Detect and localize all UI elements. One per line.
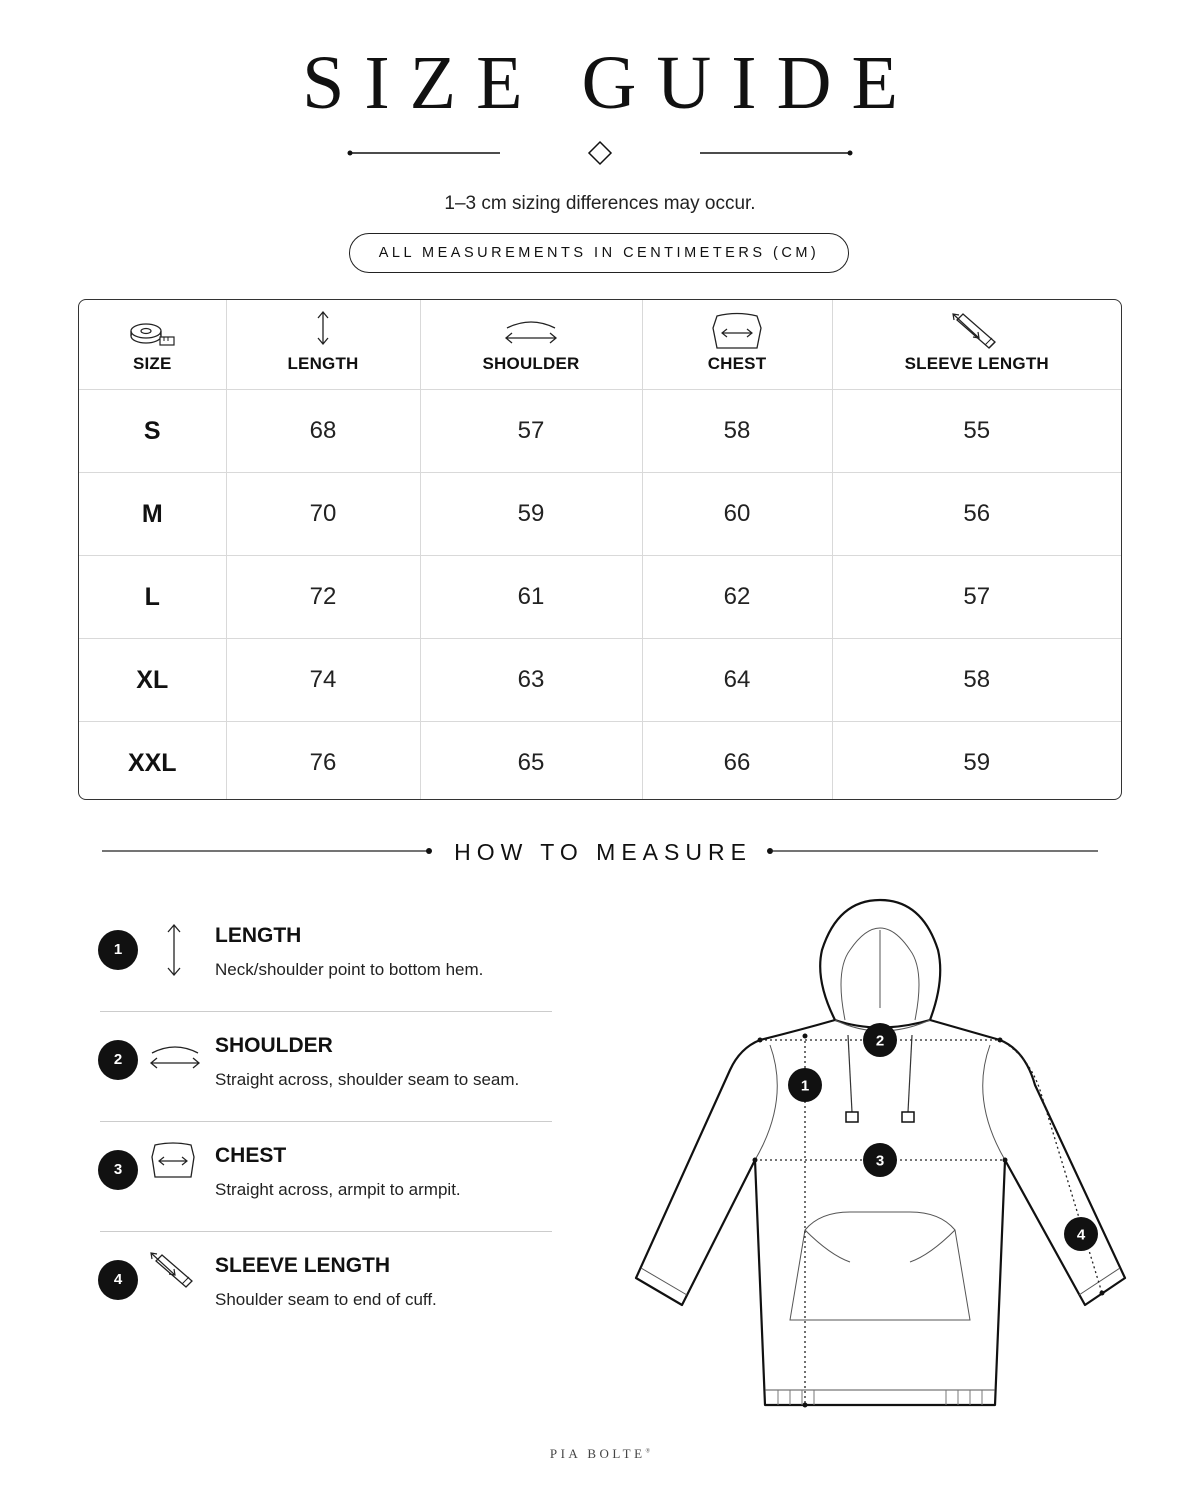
- section-divider-right: [764, 845, 1100, 857]
- step-divider: [100, 1231, 552, 1232]
- cell-size: XL: [79, 639, 226, 722]
- diagram-marker-chest: [863, 1143, 897, 1177]
- step-name: CHEST: [215, 1144, 287, 1167]
- cell-length: 70: [226, 473, 420, 556]
- cell-length: 68: [226, 390, 420, 473]
- cell-length: 72: [226, 556, 420, 639]
- step-description: Straight across, shoulder seam to seam.: [215, 1070, 520, 1089]
- units-badge: ALL MEASUREMENTS IN CENTIMETERS (CM): [349, 233, 849, 273]
- cell-chest: 60: [642, 473, 832, 556]
- page-title: SIZE GUIDE: [302, 41, 918, 125]
- header-shoulder: SHOULDER: [420, 300, 642, 390]
- sizing-disclaimer: 1–3 cm sizing differences may occur.: [444, 193, 756, 214]
- sleeve-arrow-icon: [949, 308, 1005, 352]
- table-row: [79, 639, 1121, 722]
- cell-size: XXL: [79, 722, 226, 801]
- diagram-marker-shoulder: [863, 1023, 897, 1057]
- brand-name: PIA BOLTE: [549, 1446, 646, 1461]
- diagram-marker-length: [788, 1068, 822, 1102]
- cell-length: 76: [226, 722, 420, 801]
- cell-chest: 64: [642, 639, 832, 722]
- measuring-tape-icon: [122, 308, 182, 354]
- brand-logo: [0, 1446, 1200, 1462]
- diagram-marker-sleeve: [1064, 1217, 1098, 1251]
- cell-sleeve: 59: [832, 722, 1121, 801]
- table-row: [79, 722, 1121, 801]
- measure-step-length: [98, 915, 552, 1025]
- cell-shoulder: 59: [420, 473, 642, 556]
- table-row: [79, 390, 1121, 473]
- measure-step-sleeve-length: [98, 1245, 552, 1355]
- header-chest: CHEST: [642, 300, 832, 390]
- vertical-arrow-icon: [148, 921, 200, 979]
- chest-arrow-icon: [148, 1139, 198, 1183]
- sleeve-arrow-icon: [148, 1247, 198, 1293]
- header-size: SIZE: [79, 300, 226, 390]
- header-length: LENGTH: [226, 300, 420, 390]
- cell-shoulder: 57: [420, 390, 642, 473]
- title-ornament-divider: [340, 138, 860, 168]
- cell-chest: 58: [642, 390, 832, 473]
- step-number-badge: 2: [98, 1040, 138, 1080]
- step-number-badge: 3: [98, 1150, 138, 1190]
- cell-chest: 62: [642, 556, 832, 639]
- measure-step-shoulder: [98, 1025, 552, 1135]
- cell-size: S: [79, 390, 226, 473]
- step-divider: [100, 1011, 552, 1012]
- step-description: Neck/shoulder point to bottom hem.: [215, 960, 484, 979]
- table-row: [79, 556, 1121, 639]
- step-name: SLEEVE LENGTH: [215, 1254, 391, 1277]
- hoodie-diagram-icon: [620, 895, 1140, 1415]
- svg-text:3: 3: [875, 1152, 885, 1170]
- cell-chest: 66: [642, 722, 832, 801]
- vertical-arrow-icon: [313, 308, 333, 348]
- cell-sleeve: 58: [832, 639, 1121, 722]
- shoulder-arrow-icon: [148, 1035, 202, 1075]
- step-name: LENGTH: [215, 924, 302, 947]
- table-header-row: [79, 300, 1121, 390]
- step-number-badge: 4: [98, 1260, 138, 1300]
- cell-sleeve: 55: [832, 390, 1121, 473]
- cell-sleeve: 56: [832, 473, 1121, 556]
- svg-text:2: 2: [875, 1032, 885, 1050]
- cell-shoulder: 65: [420, 722, 642, 801]
- step-name: SHOULDER: [215, 1034, 333, 1057]
- how-to-measure-title: HOW TO MEASURE: [454, 839, 752, 865]
- size-chart-table: [78, 299, 1122, 800]
- step-number-badge: 1: [98, 930, 138, 970]
- step-description: Straight across, armpit to armpit.: [215, 1180, 461, 1199]
- header-sleeve-length: SLEEVE LENGTH: [832, 300, 1121, 390]
- cell-length: 74: [226, 639, 420, 722]
- table-row: [79, 473, 1121, 556]
- shoulder-arrow-icon: [501, 308, 561, 348]
- step-description: Shoulder seam to end of cuff.: [215, 1290, 437, 1309]
- cell-shoulder: 61: [420, 556, 642, 639]
- svg-text:4: 4: [1076, 1226, 1086, 1244]
- chest-arrow-icon: [709, 308, 765, 352]
- cell-size: M: [79, 473, 226, 556]
- svg-text:1: 1: [800, 1077, 810, 1095]
- cell-shoulder: 63: [420, 639, 642, 722]
- step-divider: [100, 1121, 552, 1122]
- cell-size: L: [79, 556, 226, 639]
- brand-registered-mark: ®: [645, 1448, 651, 1455]
- cell-sleeve: 57: [832, 556, 1121, 639]
- measure-step-chest: [98, 1135, 552, 1245]
